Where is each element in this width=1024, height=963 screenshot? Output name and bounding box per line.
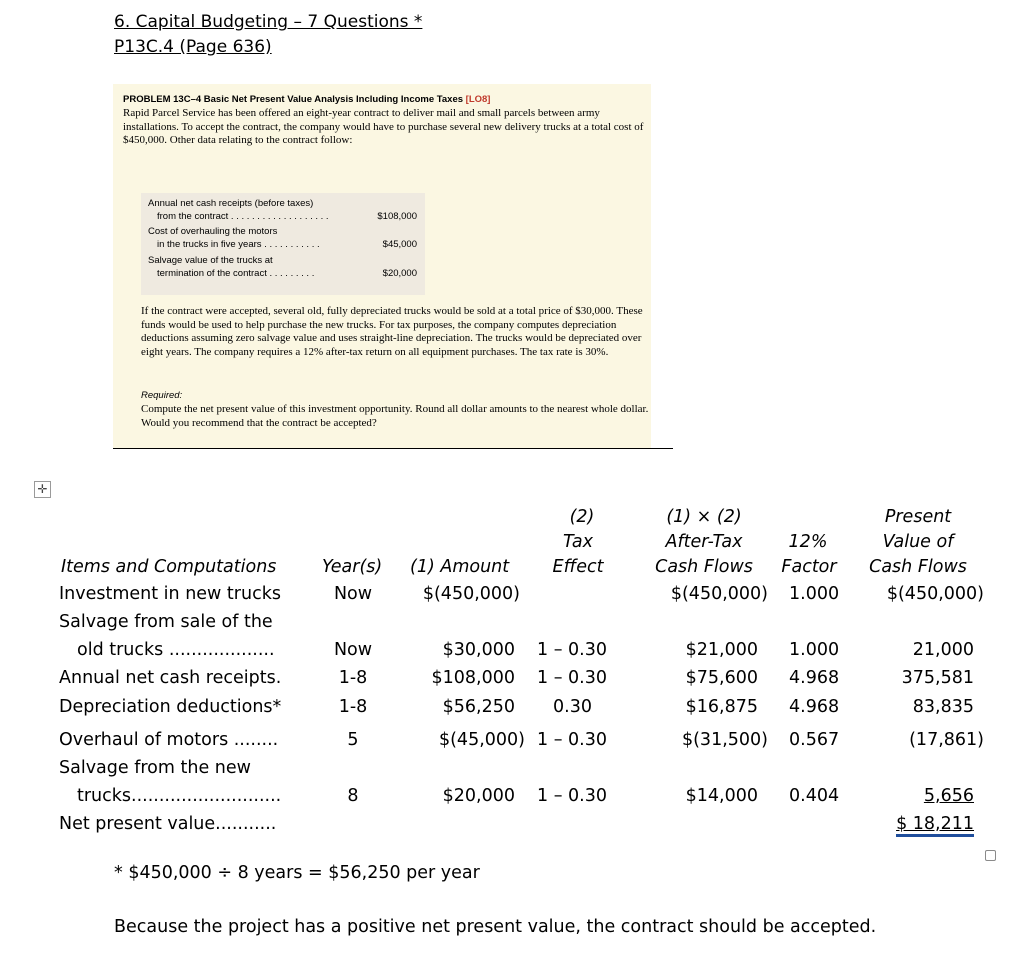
row-item: Annual net cash receipts.: [59, 668, 282, 688]
row-after-tax: $75,600: [685, 668, 758, 688]
row-tax-effect: 0.30: [553, 697, 592, 717]
row-amount: $108,000: [431, 668, 515, 688]
row-factor: 0.567: [789, 730, 840, 750]
row-tax-effect: 1 – 0.30: [537, 668, 607, 688]
row-factor: 4.968: [789, 668, 840, 688]
row-amount: $20,000: [442, 786, 515, 806]
header-items: Items and Computations: [61, 557, 277, 577]
row-factor: 1.000: [789, 584, 840, 604]
data-line: termination of the contract . . . . . . . . .: [157, 268, 315, 279]
header-pv-2: Value of: [882, 532, 954, 552]
header-factor-1: 12%: [788, 532, 828, 552]
row-amount: $(450,000): [422, 584, 520, 604]
header-after-1: (1) × (2): [666, 507, 742, 527]
row-after-tax: $21,000: [685, 640, 758, 660]
data-line: Cost of overhauling the motors: [148, 226, 278, 237]
problem-image: [113, 84, 651, 449]
data-line: from the contract . . . . . . . . . . . . . . . . . . .: [157, 211, 329, 222]
problem-title: PROBLEM 13C–4 Basic Net Present Value Analysis Including Income Taxes [LO8]: [123, 94, 491, 105]
table-move-handle-icon[interactable]: ✛: [34, 481, 51, 498]
data-value: $45,000: [382, 239, 417, 250]
row-factor: 4.968: [789, 697, 840, 717]
row-year: 1-8: [338, 668, 368, 688]
row-item-cont: old trucks ...................: [77, 640, 275, 660]
required-label: Required:: [141, 390, 183, 401]
header-after-2: After-Tax: [665, 532, 743, 552]
row-pv: 5,656: [923, 786, 974, 806]
header-pv-1: Present: [884, 507, 952, 527]
row-tax-effect: 1 – 0.30: [537, 786, 607, 806]
contract-data-box: [141, 193, 425, 295]
row-pv: $(450,000): [886, 584, 984, 604]
row-pv: 83,835: [912, 697, 974, 717]
header-years: Year(s): [322, 557, 383, 577]
header-tax-3: Effect: [552, 557, 604, 577]
row-pv: 375,581: [901, 668, 974, 688]
npv-value: [862, 813, 974, 835]
data-value: $108,000: [377, 211, 417, 222]
row-factor: 1.000: [789, 640, 840, 660]
header-factor-2: Factor: [781, 557, 837, 577]
row-year: Now: [333, 584, 373, 604]
header-pv-3: Cash Flows: [869, 557, 967, 577]
row-amount: $30,000: [442, 640, 515, 660]
row-item: Depreciation deductions*: [59, 697, 282, 717]
row-item: Salvage from the new: [59, 758, 251, 778]
checkbox-icon[interactable]: [985, 850, 996, 861]
row-item-cont: trucks...........................: [77, 786, 282, 806]
row-year: 1-8: [338, 697, 368, 717]
required-text: Compute the net present value of this investment opportunity. Round all dollar amounts to the nearest whole dollar. Would you recommend that the contract be accepted?: [141, 403, 649, 429]
row-after-tax: $(31,500): [681, 730, 768, 750]
header-tax-2: Tax: [563, 532, 593, 552]
data-value: $20,000: [382, 268, 417, 279]
row-year: 8: [347, 786, 359, 806]
row-item: Overhaul of motors ........: [59, 730, 279, 750]
row-pv: 21,000: [912, 640, 974, 660]
row-amount: $(45,000): [438, 730, 525, 750]
data-line: in the trucks in five years . . . . . . . . . . .: [157, 239, 320, 250]
problem-intro: Rapid Parcel Service has been offered an eight-year contract to deliver mail and small parcels between army installations. To accept the contract, the company would have to purchase several new delivery trucks at a total cost of $450,000. Other data relating to the contract follow:: [123, 107, 644, 147]
problem-body: If the contract were accepted, several old, fully depreciated trucks would be sold at a total price of $30,000. These funds would be used to help purchase the new trucks. For tax purposes, the company computes depreciation deductions assuming zero salvage value and uses straight-line depreciation. The trucks would be depreciated over eight years. The company requires a 12% after-tax return on all equipment purchases. The tax rate is 30%.: [141, 305, 643, 358]
conclusion: Because the project has a positive net present value, the contract should be accepted.: [114, 917, 877, 937]
row-after-tax: $16,875: [685, 697, 758, 717]
row-amount: $56,250: [442, 697, 515, 717]
page-reference: P13C.4 (Page 636): [114, 37, 272, 57]
data-line: Annual net cash receipts (before taxes): [148, 198, 314, 209]
question-title: 6. Capital Budgeting – 7 Questions *: [114, 12, 423, 32]
npv-label: Net present value...........: [59, 814, 277, 834]
row-tax-effect: 1 – 0.30: [537, 640, 607, 660]
row-item: Salvage from sale of the: [59, 612, 273, 632]
row-factor: 0.404: [789, 786, 840, 806]
header-amount: (1) Amount: [410, 557, 510, 577]
row-item: Investment in new trucks: [59, 584, 281, 604]
npv-amount: $ 18,211: [896, 814, 974, 837]
row-year: Now: [333, 640, 373, 660]
footnote: * $450,000 ÷ 8 years = $56,250 per year: [114, 863, 480, 883]
row-after-tax: $14,000: [685, 786, 758, 806]
row-tax-effect: 1 – 0.30: [537, 730, 607, 750]
header-after-3: Cash Flows: [655, 557, 753, 577]
data-line: Salvage value of the trucks at: [148, 255, 273, 266]
header-tax-1: (2): [569, 507, 595, 527]
divider: [113, 448, 673, 449]
row-year: 5: [347, 730, 359, 750]
row-after-tax: $(450,000): [670, 584, 768, 604]
row-pv: (17,861): [909, 730, 984, 750]
